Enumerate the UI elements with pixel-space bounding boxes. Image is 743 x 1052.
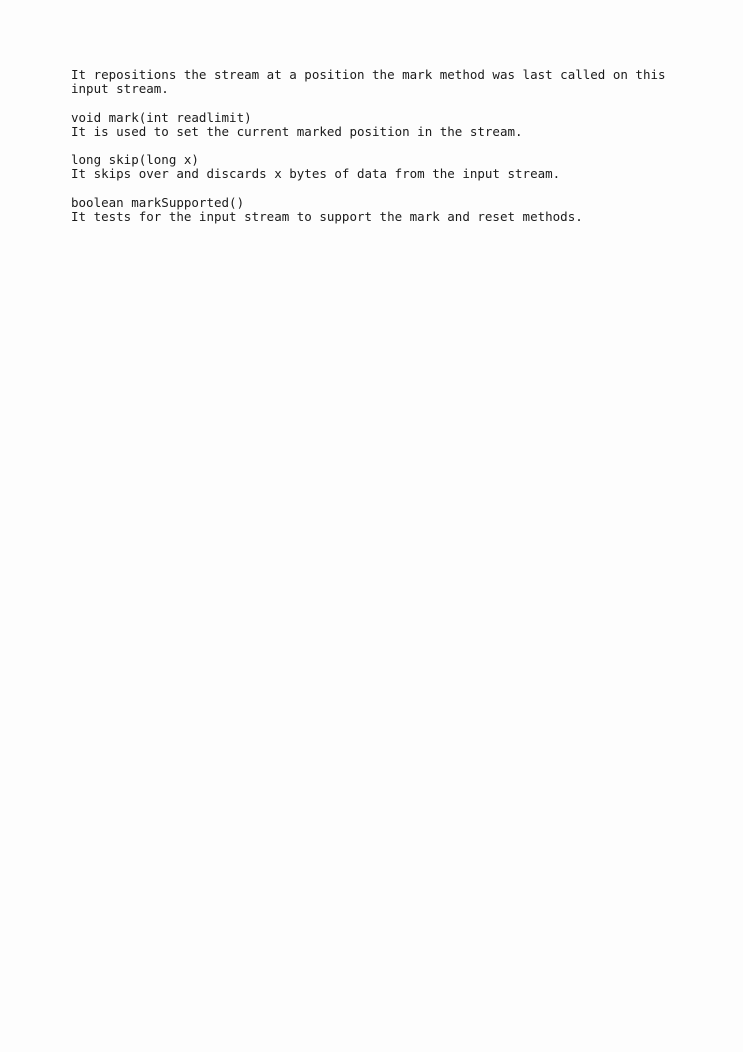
paragraph-reset-description xyxy=(71,68,666,96)
method-description: It tests for the input stream to support the mark and reset methods. xyxy=(71,208,583,224)
method-signature: boolean markSupported() xyxy=(71,194,245,210)
method-signature: void mark(int readlimit) xyxy=(71,109,252,125)
text-line: input stream. xyxy=(71,81,169,97)
paragraph-skip-method xyxy=(71,153,666,181)
method-description: It is used to set the current marked position in the stream. xyxy=(71,123,523,139)
text-line: It repositions the stream at a position the mark method was last called on this xyxy=(71,67,666,82)
document-text-block xyxy=(71,68,666,238)
method-description: It skips over and discards x bytes of data from the input stream. xyxy=(71,166,561,182)
method-signature: long skip(long x) xyxy=(71,152,199,168)
paragraph-marksupported-method xyxy=(71,196,666,224)
paragraph-mark-method xyxy=(71,111,666,139)
